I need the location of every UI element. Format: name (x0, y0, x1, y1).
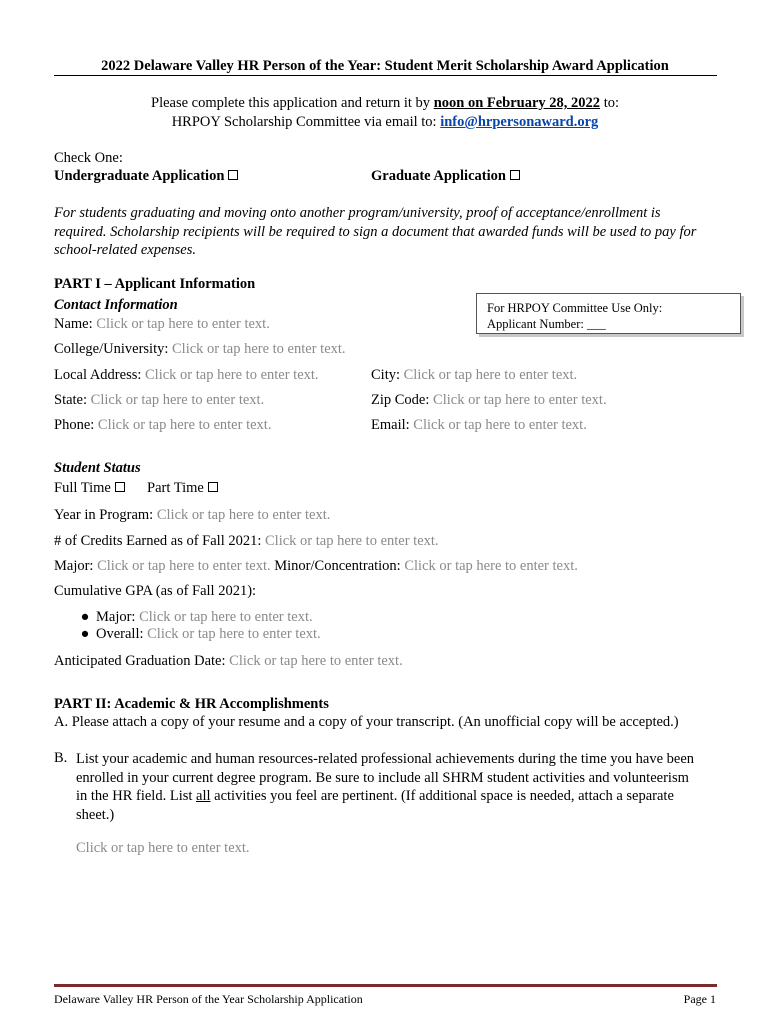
committee-box-line1: For HRPOY Committee Use Only: (487, 301, 663, 315)
gpa-overall-input[interactable]: Click or tap here to enter text. (147, 626, 321, 642)
part2-title: PART II: Academic & HR Accomplishments (54, 696, 329, 712)
full-time-checkbox[interactable] (115, 482, 125, 492)
local-address-field: Local Address: Click or tap here to enter text. (54, 367, 319, 383)
state-input[interactable]: Click or tap here to enter text. (90, 392, 265, 408)
phone-field: Phone: Click or tap here to enter text. (54, 417, 272, 433)
graduation-field: Anticipated Graduation Date: Click or tap here to enter text. (54, 653, 403, 669)
acceptance-notice: For students graduating and moving onto another program/university, proof of acceptance/enrollment is required. Scholarship recipients will be required to sign a document that awarded funds will be used to pay for school-related expenses. (54, 205, 697, 258)
email-link[interactable]: info@hrpersonaward.org (440, 114, 599, 130)
undergraduate-checkbox[interactable] (228, 170, 238, 180)
gpa-major-item: ● Major: Click or tap here to enter text. (54, 609, 313, 626)
title-rule (54, 75, 717, 76)
document-title: 2022 Delaware Valley HR Person of the Year: Student Merit Scholarship Award Application (101, 58, 669, 74)
credits-field: # of Credits Earned as of Fall 2021: Click or tap here to enter text. (54, 533, 439, 549)
full-time-option: Full Time (54, 480, 125, 497)
contact-heading: Contact Information (54, 297, 178, 313)
email-input[interactable]: Click or tap here to enter text. (413, 417, 587, 433)
graduate-checkbox[interactable] (510, 170, 520, 180)
state-field: State: Click or tap here to enter text. (54, 392, 265, 408)
part-time-checkbox[interactable] (208, 482, 218, 492)
year-field: Year in Program: Click or tap here to enter text. (54, 507, 331, 523)
college-field: College/University: Click or tap here to enter text. (54, 341, 346, 357)
email-field: Email: Click or tap here to enter text. (371, 417, 587, 433)
major-input[interactable]: Click or tap here to enter text. (97, 558, 271, 574)
gpa-major-input[interactable]: Click or tap here to enter text. (139, 609, 313, 625)
local-address-input[interactable]: Click or tap here to enter text. (145, 367, 319, 383)
major-minor-field: Major: Click or tap here to enter text. Minor/Concentration: Click or tap here to enter text. (54, 558, 578, 574)
college-input[interactable]: Click or tap here to enter text. (172, 341, 346, 357)
gpa-overall-item: ● Overall: Click or tap here to enter text. (54, 626, 321, 643)
part-time-option: Part Time (147, 480, 218, 497)
city-field: City: Click or tap here to enter text. (371, 367, 578, 383)
check-one-label: Check One: (54, 150, 123, 166)
credits-input[interactable]: Click or tap here to enter text. (265, 533, 439, 549)
zip-field: Zip Code: Click or tap here to enter text. (371, 392, 607, 408)
year-input[interactable]: Click or tap here to enter text. (156, 507, 331, 523)
bullet-icon: ● (80, 626, 90, 642)
committee-use-box (476, 293, 741, 334)
undergraduate-option: Undergraduate Application (54, 168, 238, 185)
zip-input[interactable]: Click or tap here to enter text. (433, 392, 607, 408)
student-status-heading: Student Status (54, 460, 141, 476)
name-input[interactable]: Click or tap here to enter text. (96, 316, 270, 332)
gpa-label: Cumulative GPA (as of Fall 2021): (54, 583, 257, 599)
committee-box-line2: Applicant Number: ___ (487, 317, 606, 331)
bullet-icon: ● (80, 609, 90, 625)
deadline-text: noon on February 28, 2022 (433, 95, 601, 111)
city-input[interactable]: Click or tap here to enter text. (403, 367, 578, 383)
part1-title: PART I – Applicant Information (54, 276, 256, 292)
phone-input[interactable]: Click or tap here to enter text. (97, 417, 272, 433)
intro-line-2: HRPOY Scholarship Committee via email to: info@hrpersonaward.org (171, 114, 599, 130)
part2-item-b-label: B. (54, 750, 68, 766)
page-number: Page 1 (683, 992, 716, 1006)
graduation-input[interactable]: Click or tap here to enter text. (229, 653, 403, 669)
name-field: Name: Click or tap here to enter text. (54, 316, 270, 332)
footer-title: Delaware Valley HR Person of the Year Scholarship Application (54, 992, 363, 1006)
minor-input[interactable]: Click or tap here to enter text. (404, 558, 578, 574)
part2-item-a: A. Please attach a copy of your resume and a copy of your transcript. (An unofficial copy will be accepted.) (54, 714, 679, 730)
part2-item-b-text: List your academic and human resources-related professional achievements during the time you have been enrolled in your current degree program. Be sure to include all SHRM student activities and volunteerism in the HR field. List all activities you feel are pertinent. (If additional space is needed, attach a separate sheet.) (76, 751, 695, 823)
accomplishments-input[interactable]: Click or tap here to enter text. (76, 840, 250, 856)
footer-rule (54, 984, 717, 987)
graduate-option: Graduate Application (371, 168, 520, 185)
intro-line-1: Please complete this application and return it by noon on February 28, 2022 to: (151, 95, 619, 111)
